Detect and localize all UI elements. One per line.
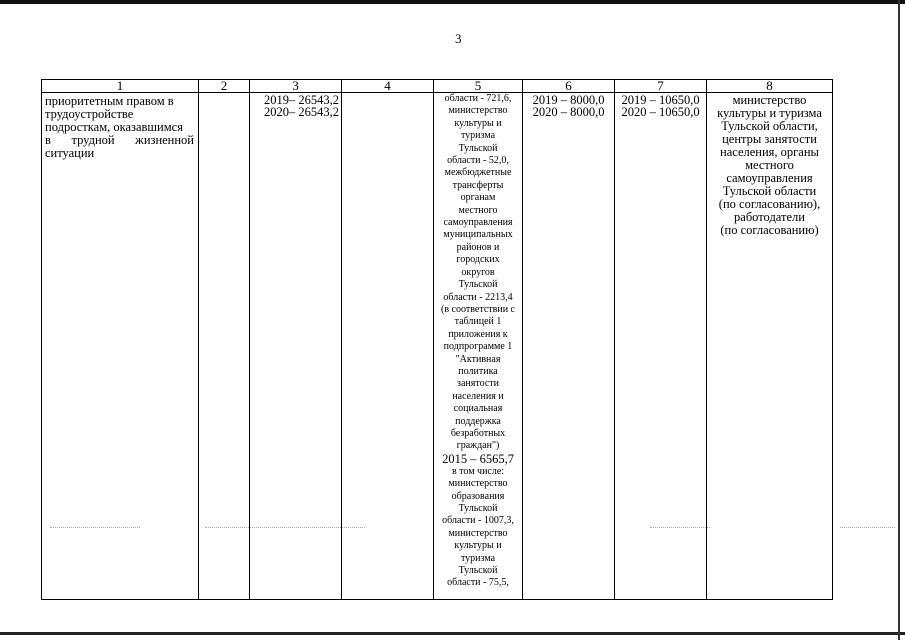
text-line: культуры и туризма xyxy=(717,106,822,120)
scan-speck xyxy=(205,527,365,530)
text-line: самоуправления xyxy=(726,171,813,185)
text-line: Тульской xyxy=(458,503,498,514)
funding-sources-list-2 xyxy=(435,466,521,590)
text-line: поддержка xyxy=(455,415,501,427)
text-line: трудоустройстве xyxy=(45,107,134,121)
header-cell-4: 4 xyxy=(342,80,434,93)
cell-activity-description xyxy=(42,93,199,600)
cell-indicator-col-7 xyxy=(615,93,707,600)
header-cell-1: 1 xyxy=(42,80,199,93)
text-line: ситуации xyxy=(45,146,95,160)
scan-speck xyxy=(50,527,140,530)
scan-edge-top xyxy=(0,0,905,4)
value-line: 2020 – 10650,0 xyxy=(621,105,700,119)
text-line: социальная xyxy=(453,403,503,415)
text-line: (в соответствии с xyxy=(441,303,515,315)
executors-list xyxy=(709,94,830,237)
text-line: Тульской xyxy=(458,142,498,154)
text-line: министерство xyxy=(448,478,508,490)
text-line: области - 75,5, xyxy=(447,577,509,589)
scan-edge-right xyxy=(898,0,900,640)
text-line: подпрограмме 1 xyxy=(443,341,513,353)
funding-sources-list xyxy=(435,93,521,453)
text-line: межбюджетные xyxy=(444,167,512,179)
text-line: таблицей 1 xyxy=(454,316,502,328)
cell-col-2 xyxy=(199,93,250,600)
value-line: 2020 – 8000,0 xyxy=(532,105,605,119)
scan-edge-bottom xyxy=(0,632,905,635)
text-line: туризма xyxy=(460,130,496,142)
header-cell-3: 3 xyxy=(250,80,342,93)
funding-line: 2019– 26543,2 xyxy=(264,93,339,107)
text-line: культуры и xyxy=(454,117,502,129)
funding-line: 2020– 26543,2 xyxy=(264,105,339,119)
cell-funding-years xyxy=(250,93,342,600)
header-cell-6: 6 xyxy=(523,80,615,93)
text-line: области - 721,6, xyxy=(444,93,512,104)
text-line: населения, органы xyxy=(720,145,819,159)
value-line: 2019 – 8000,0 xyxy=(532,93,605,107)
text-line: в том числе: xyxy=(451,465,505,477)
text-line: (по согласованию) xyxy=(720,223,819,237)
text-line: образования xyxy=(451,490,505,502)
text-line: работодатели xyxy=(734,210,805,224)
scan-speck xyxy=(650,527,710,530)
text-line: области - 2213,4 xyxy=(443,291,513,303)
text-line: Тульской xyxy=(458,279,498,291)
text-line: муниципальных xyxy=(443,229,513,241)
text-line: "Активная xyxy=(455,353,501,365)
text-line: органам xyxy=(460,192,496,204)
text-line: самоуправления xyxy=(443,217,513,229)
text-line: политика xyxy=(458,365,498,377)
cell-funding-sources xyxy=(434,93,523,600)
header-row xyxy=(42,80,833,93)
text-line: районов и xyxy=(456,241,500,253)
header-cell-7: 7 xyxy=(615,80,707,93)
text-line: (по согласованию), xyxy=(718,197,821,211)
cell-responsible-executors xyxy=(707,93,833,600)
text-line: министерство xyxy=(732,93,807,107)
text-line: культуры и xyxy=(454,540,502,552)
text-line-1: приоритетным правом в xyxy=(45,94,174,108)
text-line: граждан") xyxy=(456,440,500,452)
text-line: безработных xyxy=(450,427,506,439)
text-line: городских xyxy=(456,254,500,266)
text-line: округов xyxy=(461,266,495,278)
header-cell-2: 2 xyxy=(199,80,250,93)
value-line: 2019 – 10650,0 xyxy=(621,93,700,107)
text-line: области - 52,0, xyxy=(447,155,509,167)
text-line: местного xyxy=(458,204,498,216)
text-line: трансферты xyxy=(452,179,504,191)
text-line: центры занятости xyxy=(722,132,817,146)
text-line: занятости xyxy=(457,378,499,390)
text-line: Тульской области, xyxy=(721,119,818,133)
text-line: в трудной жизненной xyxy=(45,133,194,147)
page-number: 3 xyxy=(455,31,462,46)
table-row xyxy=(42,93,833,600)
text-line: области - 1007,3, xyxy=(442,515,514,527)
text-line: подросткам, оказавшимся xyxy=(45,120,183,134)
cell-col-4 xyxy=(342,93,434,600)
text-line: министерство xyxy=(448,105,508,117)
text-line: Тульской области xyxy=(722,184,817,198)
header-cell-5: 5 xyxy=(434,80,523,93)
cell-indicator-col-6 xyxy=(523,93,615,600)
text-line: туризма xyxy=(460,552,496,564)
funding-total-2015: 2015 – 6565,7 xyxy=(442,451,514,466)
header-cell-8: 8 xyxy=(707,80,833,93)
text-line: местного xyxy=(745,158,794,172)
text-line: приложения к xyxy=(448,328,508,340)
scan-speck xyxy=(840,527,895,530)
text-line: министерство xyxy=(448,527,508,539)
text-line: Тульской xyxy=(458,565,498,577)
text-line: населения и xyxy=(452,390,504,402)
program-table xyxy=(41,79,833,600)
